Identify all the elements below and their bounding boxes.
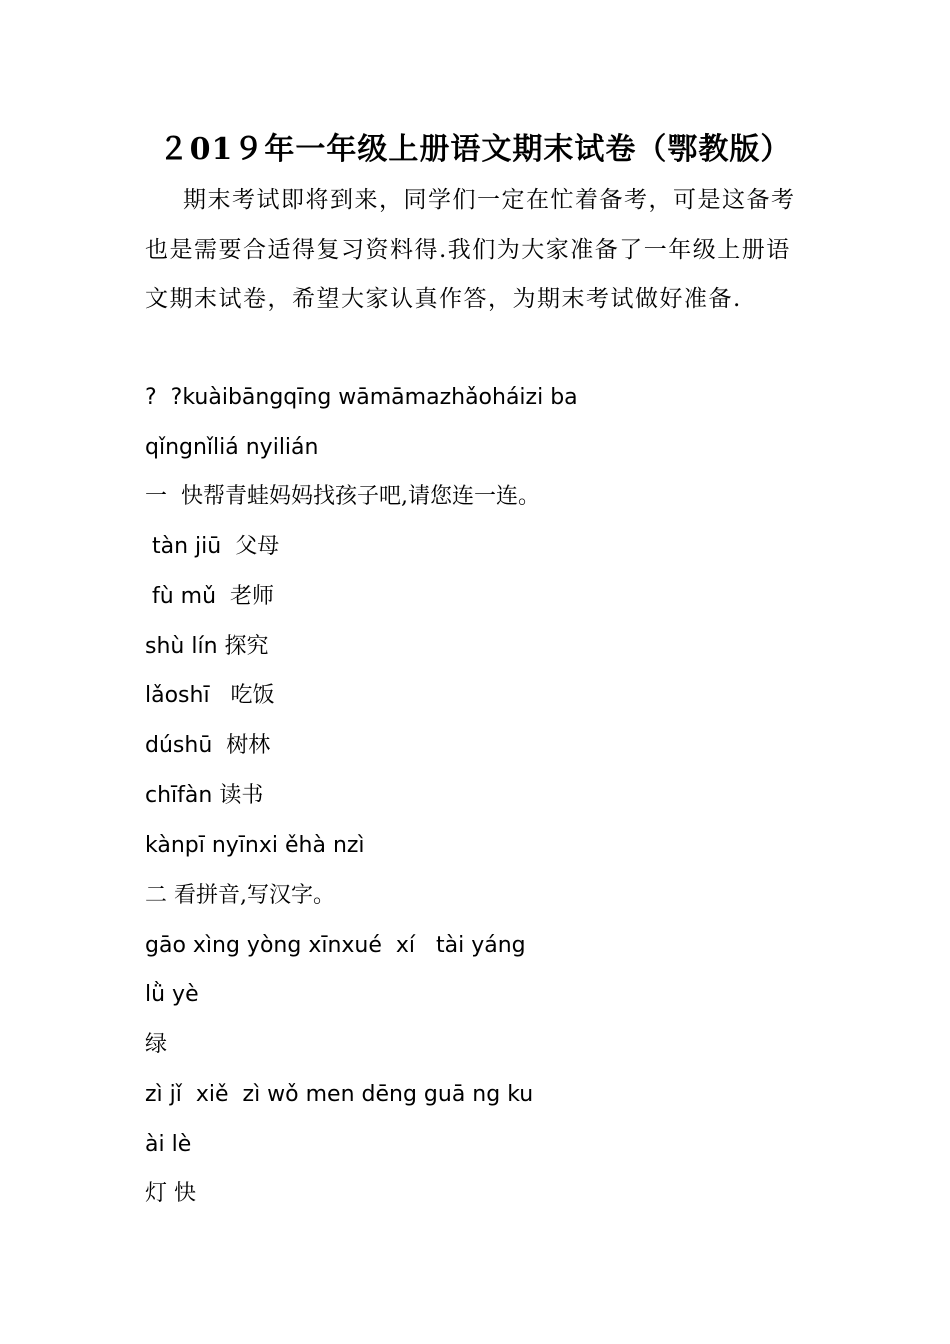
pinyin-row: lǜ yè [145, 982, 199, 1007]
answer-row: 绿 [145, 1032, 168, 1057]
pinyin-row: zì jǐ xiě zì wǒ men dēng guā ng ku [145, 1082, 534, 1107]
question-two-heading: 二 看拼音,写汉字。 [145, 883, 335, 908]
pinyin-heading-line: qǐngnǐliá nyilián [145, 435, 319, 460]
pinyin-row: ài lè [145, 1132, 192, 1157]
matching-item: fù mǔ 老师 [145, 584, 275, 609]
matching-item: shù lín 探究 [145, 634, 269, 659]
matching-item: chīfàn 读书 [145, 783, 264, 808]
pinyin-heading-line: kànpī nyīnxi ěhà nzì [145, 833, 365, 858]
question-one-heading: 一 快帮青蛙妈妈找孩子吧,请您连一连。 [145, 484, 540, 509]
document-title: ２01９年一年级上册语文期末试卷（鄂教版） [158, 132, 792, 167]
pinyin-row: gāo xìng yòng xīnxué xí tài yáng [145, 933, 526, 958]
matching-item: dúshū 树林 [145, 733, 271, 758]
intro-paragraph: 期末考试即将到来，同学们一定在忙着备考，可是这备考也是需要合适得复习资料得.我们为大家准备了一年级上册语文期末试卷，希望大家认真作答，为期末考试做好准备. [145, 187, 796, 313]
matching-item: tàn jiū 父母 [145, 534, 280, 559]
answer-row: 灯 快 [145, 1181, 196, 1206]
pinyin-heading-line: ? ?kuàibāngqīng wāmāmazhǎoháizi ba [145, 385, 578, 410]
matching-item: lǎoshī 吃饭 [145, 683, 275, 708]
